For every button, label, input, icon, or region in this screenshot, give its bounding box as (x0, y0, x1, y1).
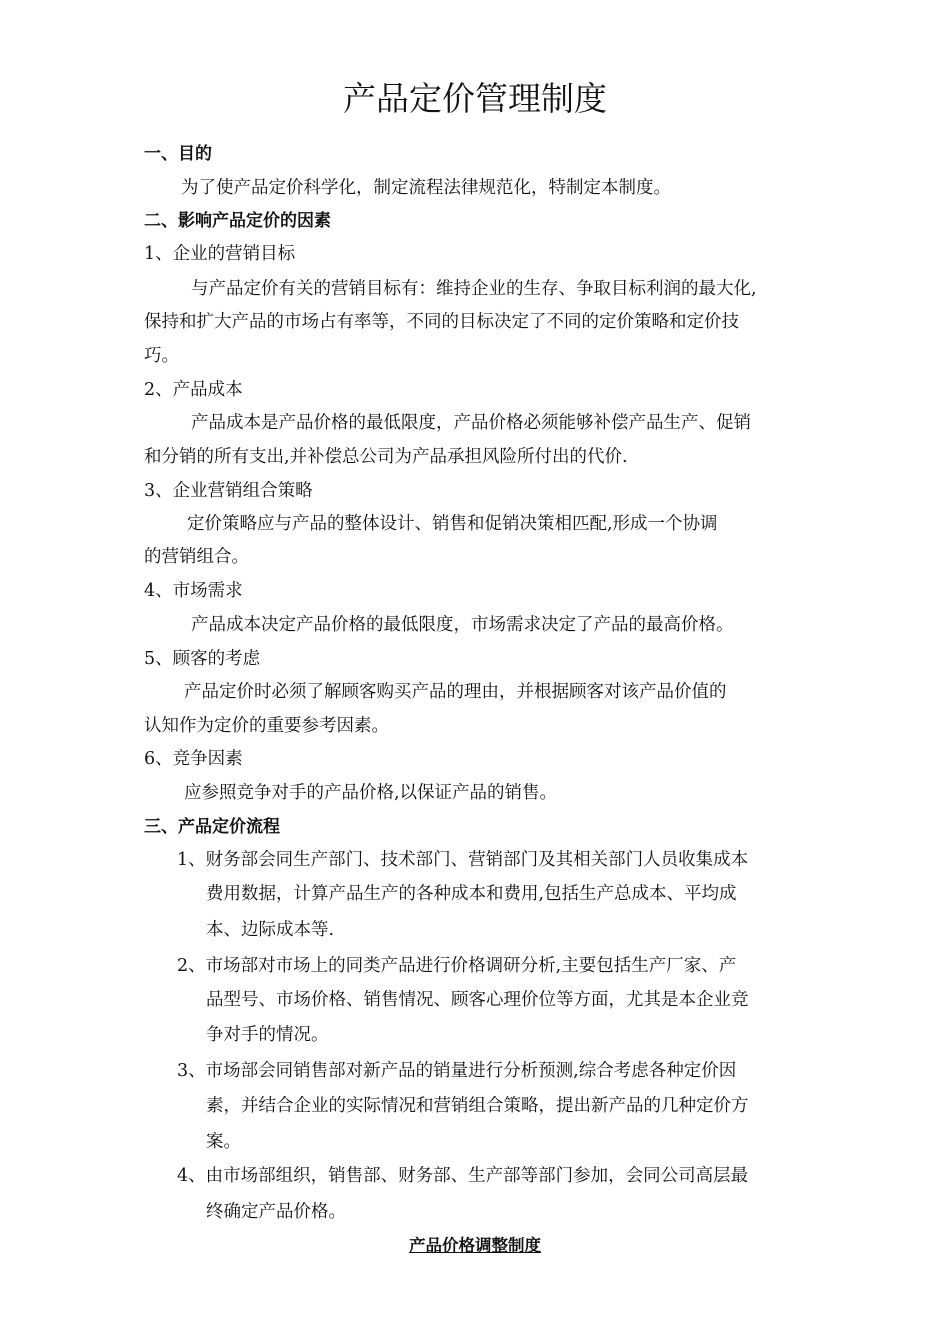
factor-text: 定价策略应与产品的整体设计、销售和促销决策相匹配,形成一个协调 (187, 514, 718, 534)
section-heading-factors: 二、影响产品定价的因素 (144, 211, 331, 231)
process-step-continued: 案。 (206, 1132, 241, 1152)
factor-text: 产品成本是产品价格的最低限度，产品价格必须能够补偿产品生产、促销 (191, 413, 751, 433)
factor-text: 应参照竞争对手的产品价格,以保证产品的销售。 (184, 783, 558, 803)
factor-text: 与产品定价有关的营销目标有：维持企业的生存、争取目标利润的最大化, (191, 279, 757, 299)
process-step: 3、市场部会同销售部对新产品的销量进行分析预测,综合考虑各种定价因 (177, 1061, 737, 1081)
factor-text: 巧。 (144, 346, 179, 366)
factor-label: 5、顾客的考虑 (144, 649, 261, 669)
process-step-continued: 争对手的情况。 (206, 1025, 329, 1045)
factor-label: 3、企业营销组合策略 (144, 481, 313, 501)
process-step: 2、市场部对市场上的同类产品进行价格调研分析,主要包括生产厂家、产 (177, 956, 737, 976)
process-step-continued: 终确定产品价格。 (206, 1202, 346, 1222)
purpose-text: 为了使产品定价科学化，制定流程法律规范化，特制定本制度。 (181, 178, 671, 198)
factor-label: 6、竞争因素 (144, 749, 243, 769)
factor-label: 1、企业的营销目标 (144, 244, 296, 264)
factor-text: 认知作为定价的重要参考因素。 (144, 716, 389, 736)
document-title: 产品定价管理制度 (343, 79, 607, 118)
next-document-title: 产品价格调整制度 (409, 1236, 541, 1255)
factor-label: 2、产品成本 (144, 380, 243, 400)
process-step-continued: 费用数据，计算产品生产的各种成本和费用,包括生产总成本、平均成 (206, 884, 737, 904)
factor-text: 产品成本决定产品价格的最低限度，市场需求决定了产品的最高价格。 (191, 615, 734, 635)
process-step: 1、财务部会同生产部门、技术部门、营销部门及其相关部门人员收集成本 (177, 850, 749, 870)
factor-text: 的营销组合。 (144, 547, 249, 567)
factor-text: 产品定价时必须了解顾客购买产品的理由，并根据顾客对该产品价值的 (184, 682, 727, 702)
process-step: 4、由市场部组织，销售部、财务部、生产部等部门参加，会同公司高层最 (177, 1166, 749, 1186)
factor-label: 4、市场需求 (144, 581, 243, 601)
process-step-continued: 素，并结合企业的实际情况和营销组合策略，提出新产品的几种定价方 (206, 1096, 749, 1116)
section-heading-purpose: 一、目的 (144, 144, 212, 164)
factor-text: 保持和扩大产品的市场占有率等，不同的目标决定了不同的定价策略和定价技 (144, 312, 739, 332)
process-step-continued: 品型号、市场价格、销售情况、顾客心理价位等方面，尤其是本企业竞 (206, 990, 749, 1010)
section-heading-process: 三、产品定价流程 (144, 817, 280, 837)
factor-text: 和分销的所有支出,并补偿总公司为产品承担风险所付出的代价. (144, 447, 628, 467)
process-step-continued: 本、边际成本等. (206, 920, 335, 940)
